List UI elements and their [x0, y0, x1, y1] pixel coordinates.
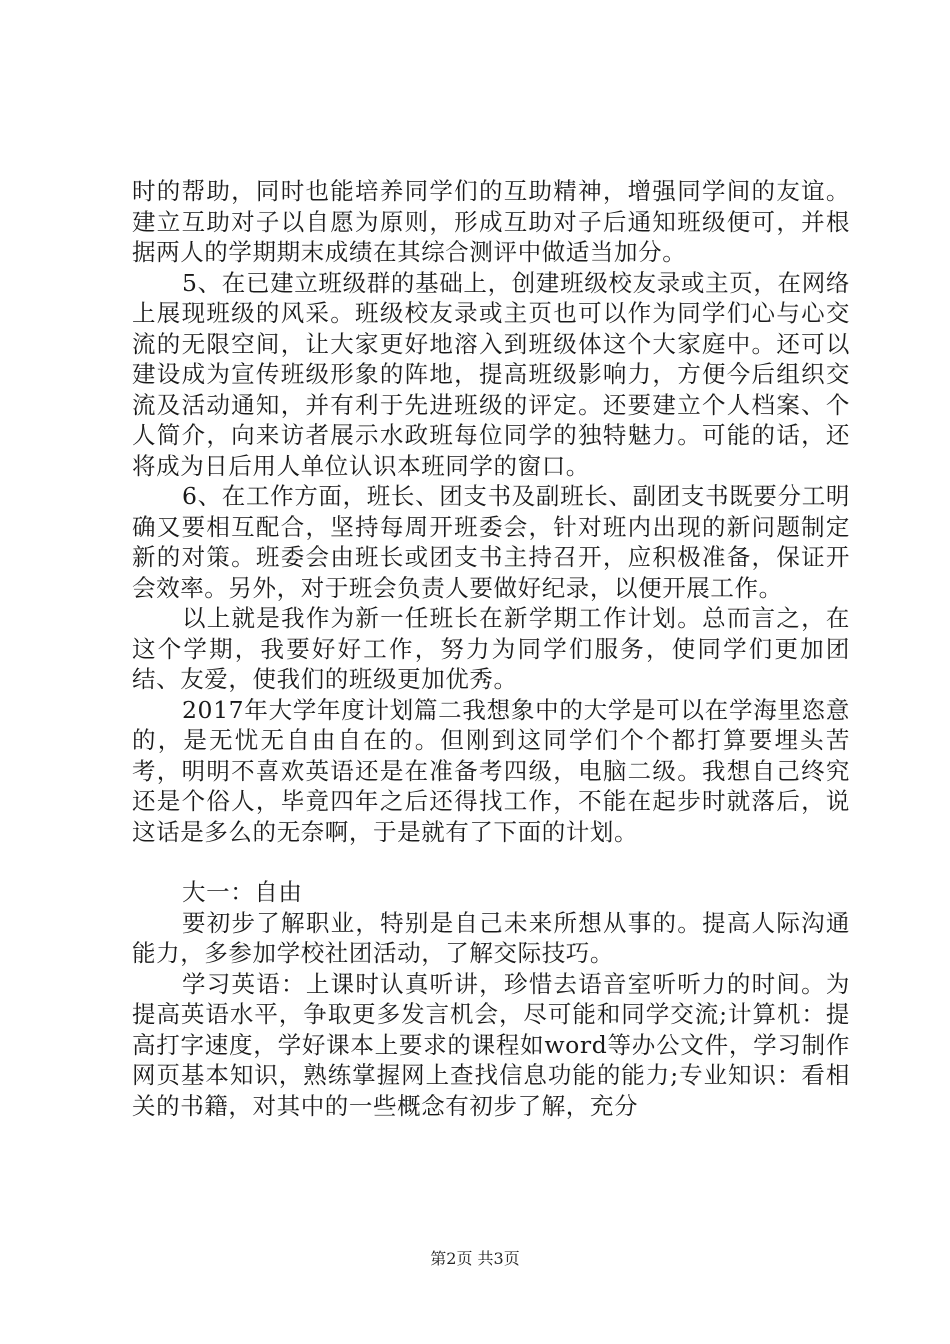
paragraph-item-5: 5、在已建立班级群的基础上，创建班级校友录或主页，在网络上展现班级的风采。班级校友录或主页也可以作为同学们心与心交流的无限空间，让大家更好地溶入到班级体这个大家庭中。还可以建设成为宣传班级形象的阵地，提高班级影响力，方便今后组织交流及活动通知，并有利于先进班级的评定。还要建立个人档案、个人简介，向来访者展示水政班每位同学的独特魅力。可能的话，还将成为日后用人单位认识本班同学的窗口。: [132, 268, 850, 480]
paragraph-study-english: 学习英语：上课时认真听讲，珍惜去语音室听听力的时间。为提高英语水平，争取更多发言机会，尽可能和同学交流;计算机：提高打字速度，学好课本上要求的课程如word等办公文件，学习制作网页基本知识，熟练掌握网上查找信息功能的能力;专业知识：看相关的书籍，对其中的一些概念有初步了解，充分: [132, 969, 850, 1120]
section-heading-freshman: 大一：自由: [182, 878, 303, 906]
page-footer: 第2页 共3页: [430, 1249, 520, 1268]
paragraph-plan-two-intro: 2017年大学年度计划篇二我想象中的大学是可以在学海里恣意的，是无忧无自由自在的。但刚到这同学们个个都打算要埋头苦考，明明不喜欢英语还是在准备考四级，电脑二级。我想自己终究还是个俗人，毕竟四年之后还得找工作，不能在起步时就落后，说这话是多么的无奈啊，于是就有了下面的计划。: [132, 695, 850, 846]
paragraph-career-understanding: 要初步了解职业，特别是自己未来所想从事的。提高人际沟通能力，多参加学校社团活动，了解交际技巧。: [132, 908, 850, 967]
paragraph-summary: 以上就是我作为新一任班长在新学期工作计划。总而言之，在这个学期，我要好好工作，努力为同学们服务，使同学们更加团结、友爱，使我们的班级更加优秀。: [132, 604, 850, 693]
paragraph-item-6: 6、在工作方面，班长、团支书及副班长、副团支书既要分工明确又要相互配合，坚持每周开班委会，针对班内出现的新问题制定新的对策。班委会由班长或团支书主持召开，应积极准备，保证开会效率。另外，对于班会负责人要做好纪录，以便开展工作。: [132, 482, 850, 602]
document-body: [132, 176, 850, 1121]
paragraph-mutual-help-continued: 时的帮助，同时也能培养同学们的互助精神，增强同学间的友谊。建立互助对子以自愿为原则，形成互助对子后通知班级便可，并根据两人的学期期末成绩在其综合测评中做适当加分。: [132, 177, 850, 266]
